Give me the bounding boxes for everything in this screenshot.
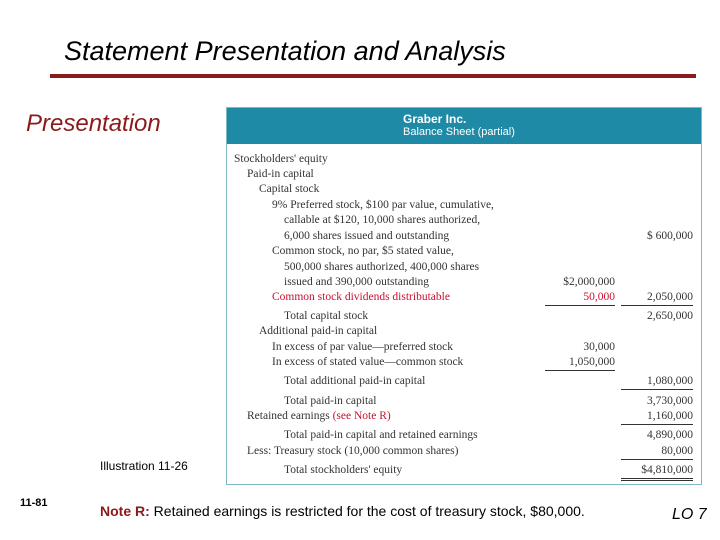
row-label: Total paid-in capital bbox=[284, 395, 377, 407]
amount-column-2: 1,160,000 bbox=[621, 409, 693, 425]
row-label: 500,000 shares authorized, 400,000 shares bbox=[284, 261, 480, 273]
balance-sheet-row bbox=[227, 229, 701, 244]
row-label: Stockholders' equity bbox=[234, 153, 328, 165]
balance-sheet-row bbox=[227, 244, 701, 259]
row-label: Paid-in capital bbox=[247, 168, 314, 180]
section-label: Presentation bbox=[26, 110, 161, 137]
amount-column-2: $ 600,000 bbox=[647, 230, 693, 242]
balance-sheet-row bbox=[227, 182, 701, 197]
balance-sheet-row bbox=[227, 409, 701, 424]
row-label: Total stockholders' equity bbox=[284, 464, 403, 476]
balance-sheet-row bbox=[227, 463, 701, 478]
note-r bbox=[100, 503, 585, 519]
row-label: callable at $120, 10,000 shares authorized, bbox=[284, 214, 481, 226]
amount-column-2: 1,080,000 bbox=[621, 374, 693, 390]
balance-sheet-row bbox=[227, 340, 701, 355]
amount-column-2: 80,000 bbox=[621, 444, 693, 460]
balance-sheet-row bbox=[227, 290, 701, 305]
row-label: Capital stock bbox=[259, 183, 320, 195]
slide-number: 11-81 bbox=[20, 497, 48, 509]
balance-sheet-row bbox=[227, 275, 701, 290]
balance-sheet-row bbox=[227, 374, 701, 389]
row-label: Retained earnings (see Note R) bbox=[247, 410, 391, 422]
amount-column-1: 1,050,000 bbox=[545, 355, 615, 371]
row-label: Common stock dividends distributable bbox=[272, 291, 450, 303]
note-label: Note R: bbox=[100, 503, 150, 519]
balance-sheet-row bbox=[227, 355, 701, 370]
company-name: Graber Inc. bbox=[403, 112, 467, 126]
balance-sheet-row bbox=[227, 198, 701, 213]
balance-sheet-row bbox=[227, 167, 701, 182]
amount-column-2: 4,890,000 bbox=[647, 429, 693, 441]
amount-column-2: 2,650,000 bbox=[647, 310, 693, 322]
row-label: Total paid-in capital and retained earnings bbox=[284, 429, 478, 441]
balance-sheet-row bbox=[227, 309, 701, 324]
slide-title: Statement Presentation and Analysis bbox=[64, 36, 506, 66]
balance-sheet-row bbox=[227, 444, 701, 459]
balance-sheet-row bbox=[227, 324, 701, 339]
row-label: In excess of stated value—common stock bbox=[272, 356, 464, 368]
row-label: Additional paid-in capital bbox=[259, 325, 378, 337]
amount-column-2: 3,730,000 bbox=[647, 395, 693, 407]
note-reference: (see Note R) bbox=[332, 410, 391, 422]
balance-sheet-row bbox=[227, 213, 701, 228]
balance-sheet-row bbox=[227, 152, 701, 167]
amount-column-1: $2,000,000 bbox=[563, 276, 615, 288]
title-divider bbox=[50, 74, 696, 78]
balance-sheet-illustration bbox=[226, 107, 702, 485]
note-text: Retained earnings is restricted for the cost of treasury stock, $80,000. bbox=[149, 503, 585, 519]
balance-sheet-row bbox=[227, 260, 701, 275]
balance-sheet-row bbox=[227, 428, 701, 443]
row-label: 9% Preferred stock, $100 par value, cumulative, bbox=[272, 199, 494, 211]
illustration-label: Illustration 11-26 bbox=[100, 459, 188, 473]
row-label: issued and 390,000 outstanding bbox=[284, 276, 430, 288]
row-label: 6,000 shares issued and outstanding bbox=[284, 230, 450, 242]
amount-column-1: 50,000 bbox=[545, 290, 615, 306]
amount-column-2: 2,050,000 bbox=[621, 290, 693, 306]
balance-sheet-header bbox=[227, 108, 701, 144]
row-label: Total additional paid-in capital bbox=[284, 375, 426, 387]
row-label: Less: Treasury stock (10,000 common shares) bbox=[247, 445, 459, 457]
amount-column-2: $4,810,000 bbox=[621, 463, 693, 481]
row-label: Common stock, no par, $5 stated value, bbox=[272, 245, 454, 257]
balance-sheet-row bbox=[227, 394, 701, 409]
amount-column-1: 30,000 bbox=[583, 341, 615, 353]
learning-objective: LO 7 bbox=[672, 506, 707, 523]
statement-subtitle: Balance Sheet (partial) bbox=[403, 126, 515, 138]
row-label: In excess of par value—preferred stock bbox=[272, 341, 454, 353]
row-label: Total capital stock bbox=[284, 310, 369, 322]
